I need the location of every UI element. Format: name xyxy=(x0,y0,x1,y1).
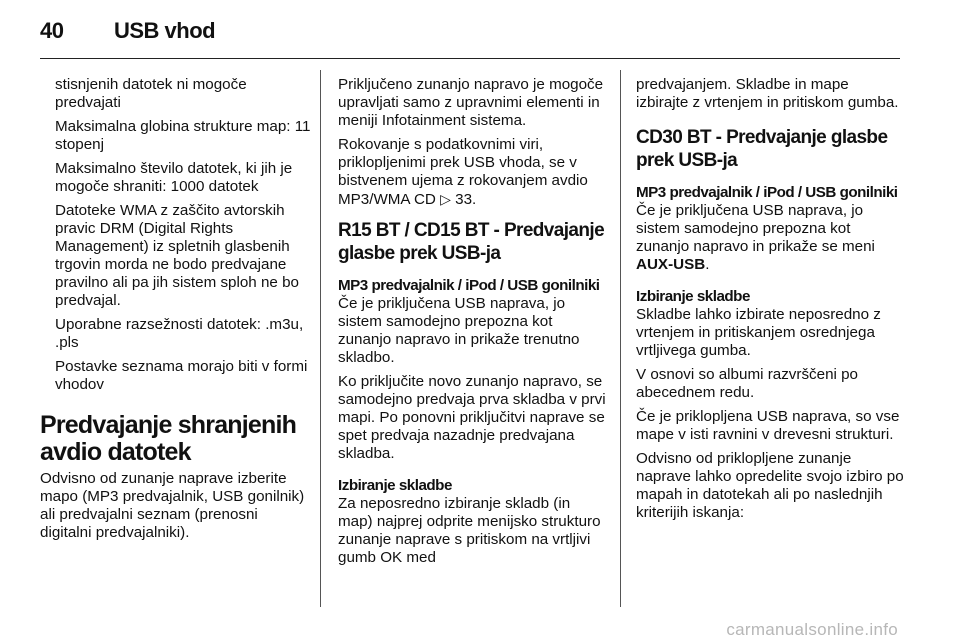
bullet-list xyxy=(40,76,312,394)
paragraph: Priključeno zunanjo napravo je mogoče upravljati samo z upravnimi elementi in meniji Infotainment sistema. xyxy=(338,76,604,129)
list-item: Maksimalna globina strukture map: 11 stopenj xyxy=(55,118,311,153)
page-reference[interactable]: 33. xyxy=(455,191,477,208)
paragraph: Če je priključena USB naprava, jo sistem samodejno prepozna kot zunanjo napravo in prikaže se meni AUX-USB. xyxy=(636,202,875,273)
paragraph: Za neposredno izbiranje skladb (in map) najprej odprite menijsko strukturo zunanje naprave s pritiskom na vrtljivi gumb OK med xyxy=(338,495,601,566)
menu-name: AUX-USB xyxy=(636,256,706,273)
page-header xyxy=(0,0,960,62)
section-heading: Predvajanje shranjenih avdio datotek xyxy=(40,411,297,466)
page-number: 40 xyxy=(40,18,64,43)
section-heading: CD30 BT - Predvajanje glasbe prek USB-ja xyxy=(636,127,888,171)
paragraph: Odvisno od priklopljene zunanje naprave lahko opredelite svojo izbiro po mapah in datotekah ali po naslednjih kriterijih iskanja: xyxy=(636,450,904,521)
paragraph: Rokovanje s podatkovnimi viri, priklopljenimi prek USB vhoda, se v bistvenem ujema z rokovanjem avdio MP3/WMA CD ▷ 33. xyxy=(338,136,588,208)
paragraph: Če je priklopljena USB naprava, so vse mape v isti ravnini v drevesni strukturi. xyxy=(636,408,900,443)
list-item: Datoteke WMA z zaščito avtorskih pravic DRM (Digital Rights Management) iz spletnih glasbenih trgovin morda ne bodo predvajane pravilno ali pa jih sistem sploh ne bo predvajal. xyxy=(55,202,299,309)
column-1 xyxy=(40,76,312,548)
list-item: Postavke seznama morajo biti v formi vhodov xyxy=(55,358,308,393)
watermark: carmanualsonline.info xyxy=(726,620,898,639)
subheading: MP3 predvajalnik / iPod / USB gonilniki xyxy=(636,184,898,201)
paragraph: V osnovi so albumi razvrščeni po abecednem redu. xyxy=(636,366,859,401)
list-item: Maksimalno število datotek, ki jih je mogoče shraniti: 1000 datotek xyxy=(55,160,293,195)
paragraph: Skladbe lahko izbirate neposredno z vrtenjem in pritiskanjem osrednjega vrtljivega gumba. xyxy=(636,306,881,359)
page-reference-icon: ▷ xyxy=(440,191,451,207)
paragraph: Odvisno od zunanje naprave izberite mapo (MP3 predvajalnik, USB gonilnik) ali predvajalni seznam (prenosni digitalni predvajalniki). xyxy=(40,470,305,541)
column-divider-2 xyxy=(620,70,621,607)
paragraph: Če je priključena USB naprava, jo sistem samodejno prepozna kot zunanjo napravo in prikaže trenutno skladbo. xyxy=(338,295,580,366)
subheading: Izbiranje skladbe xyxy=(338,477,452,494)
paragraph: Ko priključite novo zunanjo napravo, se samodejno predvaja prva skladba v prvi mapi. Po ponovni priključitvi naprave se spet predvaja nazadnje predvajana skladba. xyxy=(338,373,606,462)
running-title: USB vhod xyxy=(114,18,216,43)
list-item: stisnjenih datotek ni mogoče predvajati xyxy=(55,76,247,111)
section-heading: R15 BT / CD15 BT - Predvajanje glasbe prek USB-ja xyxy=(338,220,605,264)
column-2 xyxy=(338,76,606,573)
subheading: Izbiranje skladbe xyxy=(636,288,750,305)
header-divider xyxy=(40,58,900,59)
list-item: Uporabne razsežnosti datotek: .m3u, .pls xyxy=(55,316,304,351)
subheading: MP3 predvajalnik / iPod / USB gonilniki xyxy=(338,277,600,294)
paragraph: predvajanjem. Skladbe in mape izbirajte z vrtenjem in pritiskom gumba. xyxy=(636,76,899,111)
column-divider-1 xyxy=(320,70,321,607)
column-3 xyxy=(636,76,904,528)
